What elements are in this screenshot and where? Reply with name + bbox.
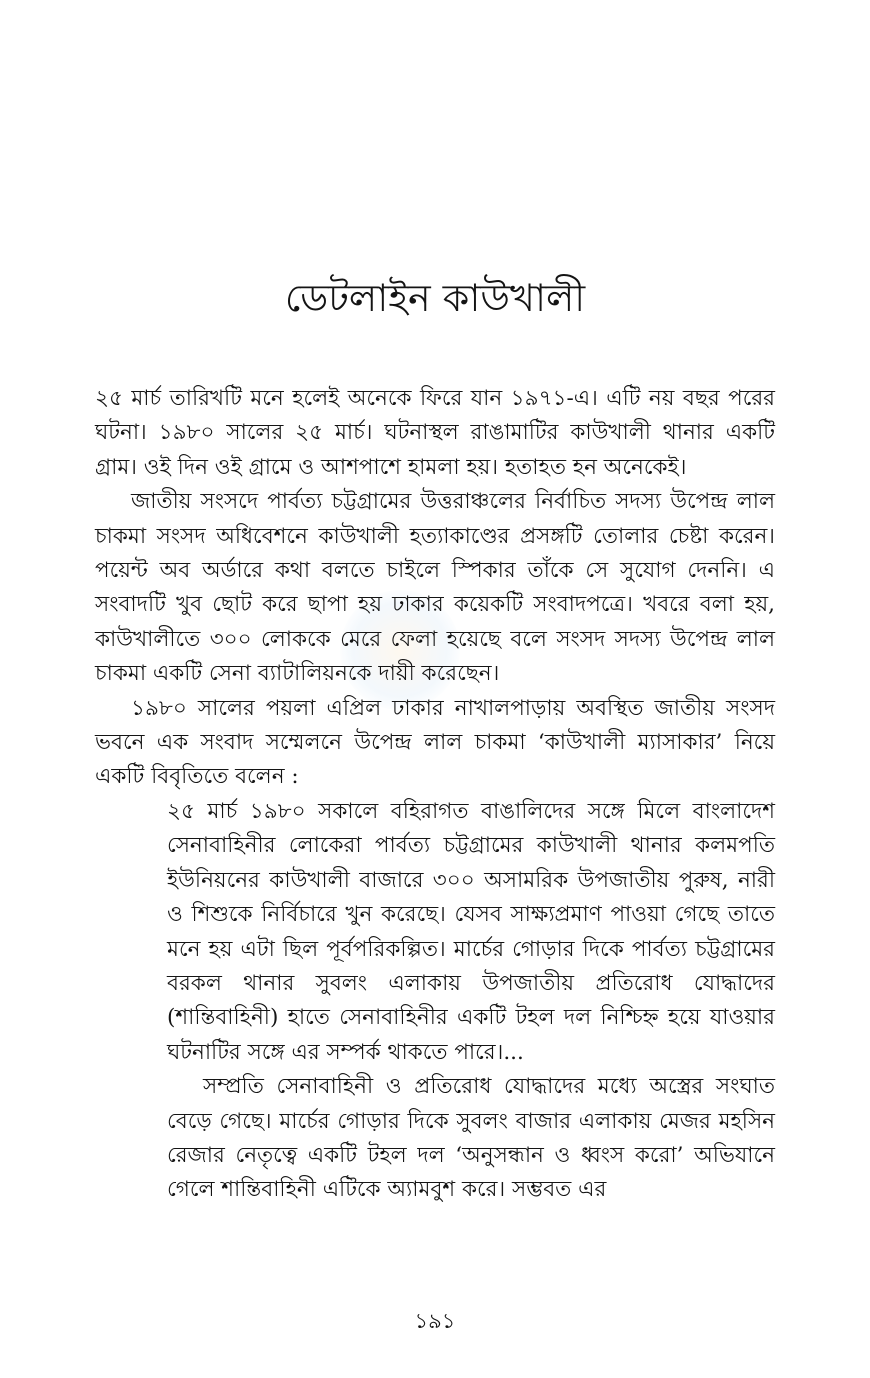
chapter-body — [95, 382, 775, 1208]
paragraph-1: ২৫ মার্চ তারিখটি মনে হলেই অনেকে ফিরে যান ১৯৭১-এ। এটি নয় বছর পরের ঘটনা। ১৯৮০ সালের ২৫ মার্চ। ঘটনাস্থল রাঙামাটির কাউখালী থানার একটি গ্রাম। ওই দিন ওই গ্রামে ও আশপাশে হামলা হয়। হতাহত হন অনেকেই। — [95, 386, 775, 480]
quote-paragraph-1: ২৫ মার্চ ১৯৮০ সকালে বহিরাগত বাঙালিদের সঙ্গে মিলে বাংলাদেশ সেনাবাহিনীর লোকেরা পার্বত্য চট্টগ্রামের কাউখালী থানার কলমপতি ইউনিয়নের কাউখালী বাজারে ৩০০ অসামরিক উপজাতীয় পুরুষ, নারী ও শিশুকে নির্বিচারে খুন করেছে। যেসব সাক্ষ্যপ্রমাণ পাওয়া গেছে তাতে মনে হয় এটা ছিল পূর্বপরিকল্পিত। মার্চের গোড়ার দিকে পার্বত্য চট্টগ্রামের বরকল থানার সুবলং এলাকায় উপজাতীয় প্রতিরোধ যোদ্ধাদের (শান্তিবাহিনী) হাতে সেনাবাহিনীর একটি টহল দল নিশ্চিহ্ন হয়ে যাওয়ার ঘটনাটির সঙ্গে এর সম্পর্ক থাকতে পারে।... — [167, 798, 775, 1065]
quote-paragraph-2: সম্প্রতি সেনাবাহিনী ও প্রতিরোধ যোদ্ধাদের মধ্যে অস্ত্রের সংঘাত বেড়ে গেছে। মার্চের গোড়ার দিকে সুবলং বাজার এলাকায় মেজর মহসিন রেজার নেতৃত্বে একটি টহল দল ‘অনুসন্ধান ও ধ্বংস করো’ অভিযানে গেলে শান্তিবাহিনী এটিকে অ্যামবুশ করে। সম্ভবত এর — [167, 1074, 775, 1203]
block-quote — [167, 795, 775, 1208]
paragraph-2: জাতীয় সংসদে পার্বত্য চট্টগ্রামের উত্তরাঞ্চলের নির্বাচিত সদস্য উপেন্দ্র লাল চাকমা সংসদ অধিবেশনে কাউখালী হত্যাকাণ্ডের প্রসঙ্গটি তোলার চেষ্টা করেন। পয়েন্ট অব অর্ডারে কথা বলতে চাইলে স্পিকার তাঁকে সে সুযোগ দেননি। এ সংবাদটি খুব ছোট করে ছাপা হয় ঢাকার কয়েকটি সংবাদপত্রে। খবরে বলা হয়, কাউখালীতে ৩০০ লোককে মেরে ফেলা হয়েছে বলে সংসদ সদস্য উপেন্দ্র লাল চাকমা একটি সেনা ব্যাটালিয়নকে দায়ী করেছেন। — [95, 489, 775, 687]
chapter-title: ডেটলাইন কাউখালী — [284, 276, 586, 320]
paragraph-3: ১৯৮০ সালের পয়লা এপ্রিল ঢাকার নাখালপাড়ায় অবস্থিত জাতীয় সংসদ ভবনে এক সংবাদ সম্মেলনে উপেন্দ্র লাল চাকমা ‘কাউখালী ম্যাসাকার’ নিয়ে একটি বিবৃতিতে বলেন : — [95, 695, 775, 790]
page-number: ১৯১ — [414, 1309, 456, 1333]
